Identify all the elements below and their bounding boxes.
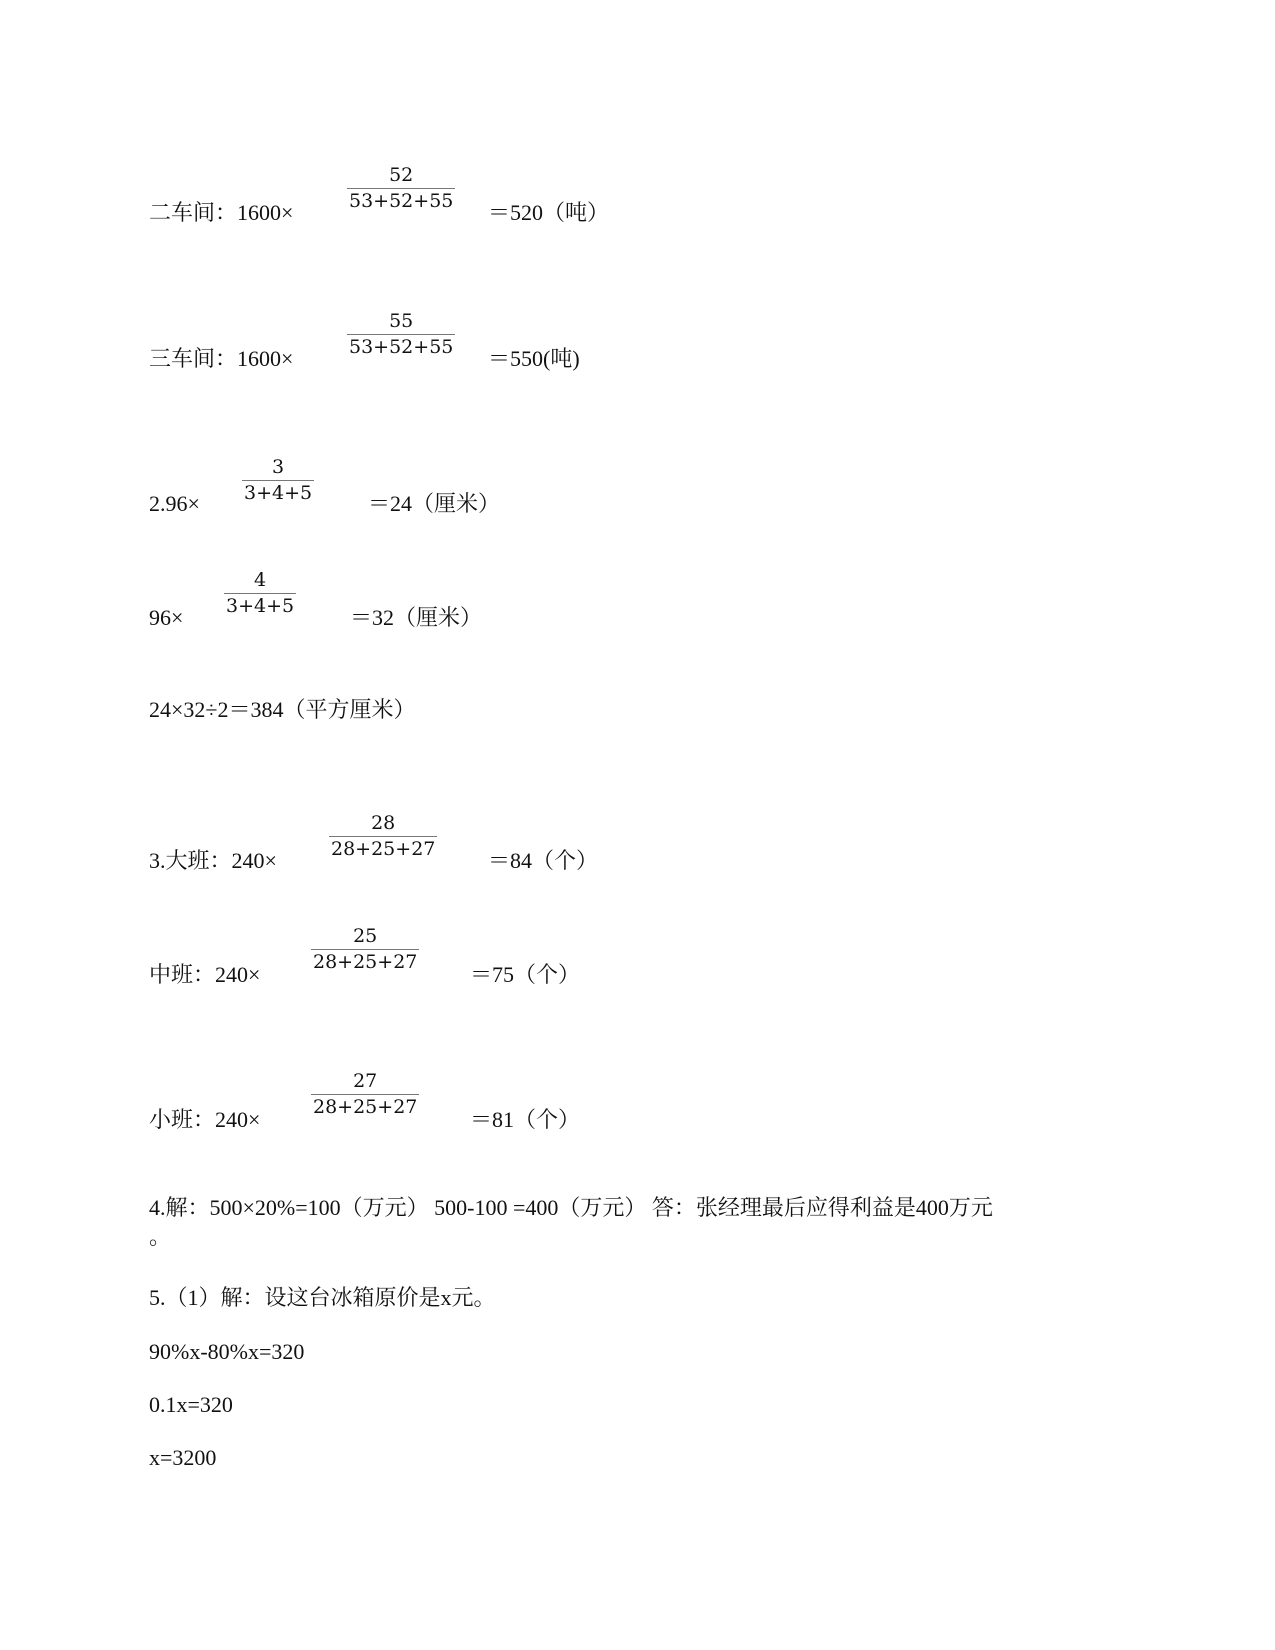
fraction — [242, 456, 314, 504]
fraction — [329, 812, 437, 860]
q5-intro: 5.（1）解：设这台冰箱原价是x元。 — [149, 1285, 496, 1310]
fraction-numerator: 3 — [272, 456, 285, 478]
line-prefix: 三车间：1600× — [149, 346, 294, 371]
line-prefix: 3.大班：240× — [149, 848, 277, 873]
line-result: ＝24（厘米） — [368, 491, 501, 516]
fraction-numerator: 27 — [353, 1070, 378, 1092]
line-prefix: 中班：240× — [149, 962, 261, 987]
fraction-denominator: 28+25+27 — [313, 1096, 418, 1118]
line-text: 24×32÷2＝384（平方厘米） — [149, 697, 416, 722]
fraction-numerator: 4 — [254, 569, 267, 591]
fraction — [311, 925, 419, 973]
fraction-denominator: 53+52+55 — [349, 336, 454, 358]
line-result: ＝84（个） — [488, 848, 599, 873]
q4-text: 4.解：500×20%=100（万元） 500-100 =400（万元） 答：张经理最后应得利益是400万元 — [149, 1195, 993, 1220]
line-result: ＝32（厘米） — [350, 605, 483, 630]
fraction-denominator: 3+4+5 — [244, 482, 313, 504]
fraction-numerator: 52 — [389, 164, 414, 186]
line-prefix: 2.96× — [149, 491, 200, 516]
fraction-numerator: 25 — [353, 925, 378, 947]
fraction — [347, 310, 455, 358]
q4-tail: 。 — [149, 1224, 172, 1249]
line-result: ＝81（个） — [470, 1107, 581, 1132]
line-prefix: 小班：240× — [149, 1107, 261, 1132]
q5-step1: 90%x-80%x=320 — [149, 1339, 305, 1364]
line-prefix: 96× — [149, 605, 184, 630]
fraction-denominator: 3+4+5 — [226, 595, 295, 617]
q5-step3: x=3200 — [149, 1445, 217, 1470]
line-result: ＝75（个） — [470, 962, 581, 987]
fraction — [311, 1070, 419, 1118]
line-prefix: 二车间：1600× — [149, 200, 294, 225]
fraction — [347, 164, 455, 212]
answer-q4 — [149, 1190, 1129, 1248]
line-result: ＝520（吨） — [488, 200, 610, 225]
fraction-denominator: 28+25+27 — [313, 951, 418, 973]
fraction-numerator: 28 — [371, 812, 396, 834]
line-result: ＝550(吨) — [488, 346, 580, 371]
fraction — [224, 569, 296, 617]
fraction-denominator: 28+25+27 — [331, 838, 436, 860]
fraction-denominator: 53+52+55 — [349, 190, 454, 212]
q5-step2: 0.1x=320 — [149, 1392, 233, 1417]
fraction-numerator: 55 — [389, 310, 414, 332]
